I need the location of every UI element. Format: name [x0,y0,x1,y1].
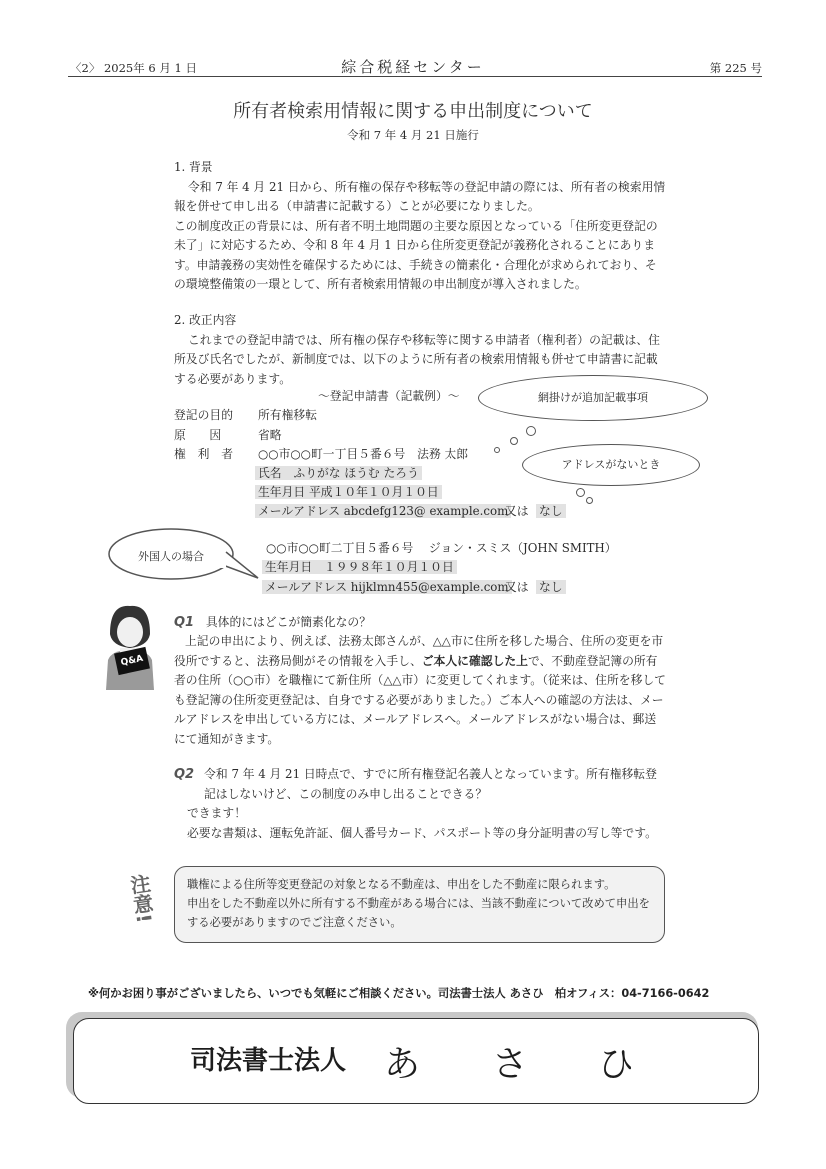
footer-kana-sa: さ [492,1044,529,1085]
a2-line2: 必要な書類は、運転免許証、個人番号カード、パスポート等の身分証明書の写し等です。 [187,826,657,840]
bubble-no-address: アドレスがないとき [522,444,700,486]
a2-line1: できます！ [187,806,246,820]
bubble-foreigner-label: 外国人の場合 [138,550,204,563]
contact-note: ※何かお困り事がございましたら、いつでも気軽にご相談ください。司法書士法人 あさひ 柏オフィス：04-7166-0642 [88,987,710,1000]
a1-text-pre: 上記の申出により、例えば、法務太郎さんが、△△市に住所を移した場合、住所の変更を市役所ですると、法務局側がその情報を入手し、 [174,634,664,668]
caution-box [174,866,665,943]
holder-label: 権 利 者 [174,447,233,461]
qa-badge: Q&A [114,647,150,675]
thought-dot [526,426,536,436]
cause-label: 原 因 [174,428,222,442]
section1-para1: 令和 7 年 4 月 21 日から、所有権の保存や移転等の登記申請の際には、所有者の検索用情報を併せて申し出る（申請書に記載する）ことが必要になりました。 [174,179,666,213]
bubble-added-items: 網掛けが追加記載事項 [478,375,708,421]
caution-line2: 申出をした不動産以外に所有する不動産がある場合には、当該不動産について改めて申出をする必要がありますのでご注意ください。 [187,897,650,929]
holder-email: メールアドレス abcdefg123@ example.com [255,504,511,518]
footer-kana-hi: ひ [598,1044,635,1085]
q1-mark: Q1 [174,615,195,630]
section1-heading: 1. 背景 [174,160,213,174]
a1-answer [174,632,666,749]
page-subtitle: 令和 7 年 4 月 21 日施行 [347,128,479,142]
foreign-email: メールアドレス hijklmn455@example.com [262,580,512,594]
q1-block [174,613,371,633]
cause-value: 省略 [258,428,282,442]
foreign-address: ○○市○○町二丁目５番６号 ジョン・スミス（JOHN SMITH） [266,541,617,555]
q2-mark: Q2 [174,767,195,782]
or-label-2: 又は [505,580,529,594]
caution-line1: 職権による住所等変更登記の対象となる不動産は、申出をした不動産に限られます。 [187,878,616,891]
header-date: 〈2〉 2025年 6 月 1 日 [70,61,197,75]
person-illustration [100,604,160,690]
q2-block [174,765,666,804]
page-title: 所有者検索用情報に関する申出制度について [233,101,593,122]
thought-dot [494,447,500,453]
caution-label: 注意! [125,872,157,925]
q1-question: 具体的にはどこが簡素化なの？ [205,615,372,629]
footer-corp-name: 司法書士法人 [190,1046,347,1076]
q2-question: 令和 7 年 4 月 21 日時点で、すでに所有権登記名義人となっています。所有権移転登記はしないけど、この制度のみ申し出ることできる？ [204,767,657,801]
thought-dot [586,497,593,504]
none-label-2: なし [536,580,566,594]
thought-dot [576,488,585,497]
section1-para2: この制度改正の背景には、所有者不明土地問題の主要な原因となっている「住所変更登記の未了」に対応するため、令和 8 年 4 月 1 日から住所変更登記が義務化されることにあります。申請義務の実効性を確保するためには、手続きの簡素化・合理化が求められており、その環境整備策の一環として、所有者検索用情報の申出制度が導入されました。 [174,218,658,291]
header-divider [68,76,762,77]
purpose-value: 所有権移転 [258,408,317,422]
a1-text-bold: ご本人に確認した上 [421,653,528,668]
foreign-birth: 生年月日 １９９８年１０月１０日 [262,560,457,574]
thought-dot [510,437,518,445]
purpose-label: 登記の目的 [174,408,233,422]
section-background [174,158,666,295]
none-label: なし [536,504,566,518]
section2-heading: 2. 改正内容 [174,313,237,327]
header-publication: 綜合税経センター [341,58,485,76]
a1-text-post: で、不動産登記簿の所有者の住所（○○市）を職権にて新住所（△△市）に変更してくれます。（従来は、住所を移しても登記簿の住所変更登記は、自身でする必要がありました。）ご本人への確認の方法は、メールアドレスを申出している方には、メールアドレスへ。メールアドレスがない場合は、郵送にて通知がきます。 [174,653,666,746]
or-label: 又は [505,504,529,518]
holder-kana: 氏名 ふりがな ほうむ たろう [255,466,422,480]
header-issue: 第 225 号 [709,61,762,75]
example-title: ～登記申請書（記載例）～ [318,389,460,403]
footer-kana-a: あ [384,1044,421,1085]
holder-address: ○○市○○町一丁目５番６号 法務 太郎 [258,447,469,461]
section2-para1: これまでの登記申請では、所有権の保存や移転等に関する申請者（権利者）の記載は、住所及び氏名でしたが、新制度では、以下のように所有者の検索用情報も併せて申請書に記載する必要があります。 [174,332,660,386]
holder-birth: 生年月日 平成１０年１０月１０日 [255,485,442,499]
